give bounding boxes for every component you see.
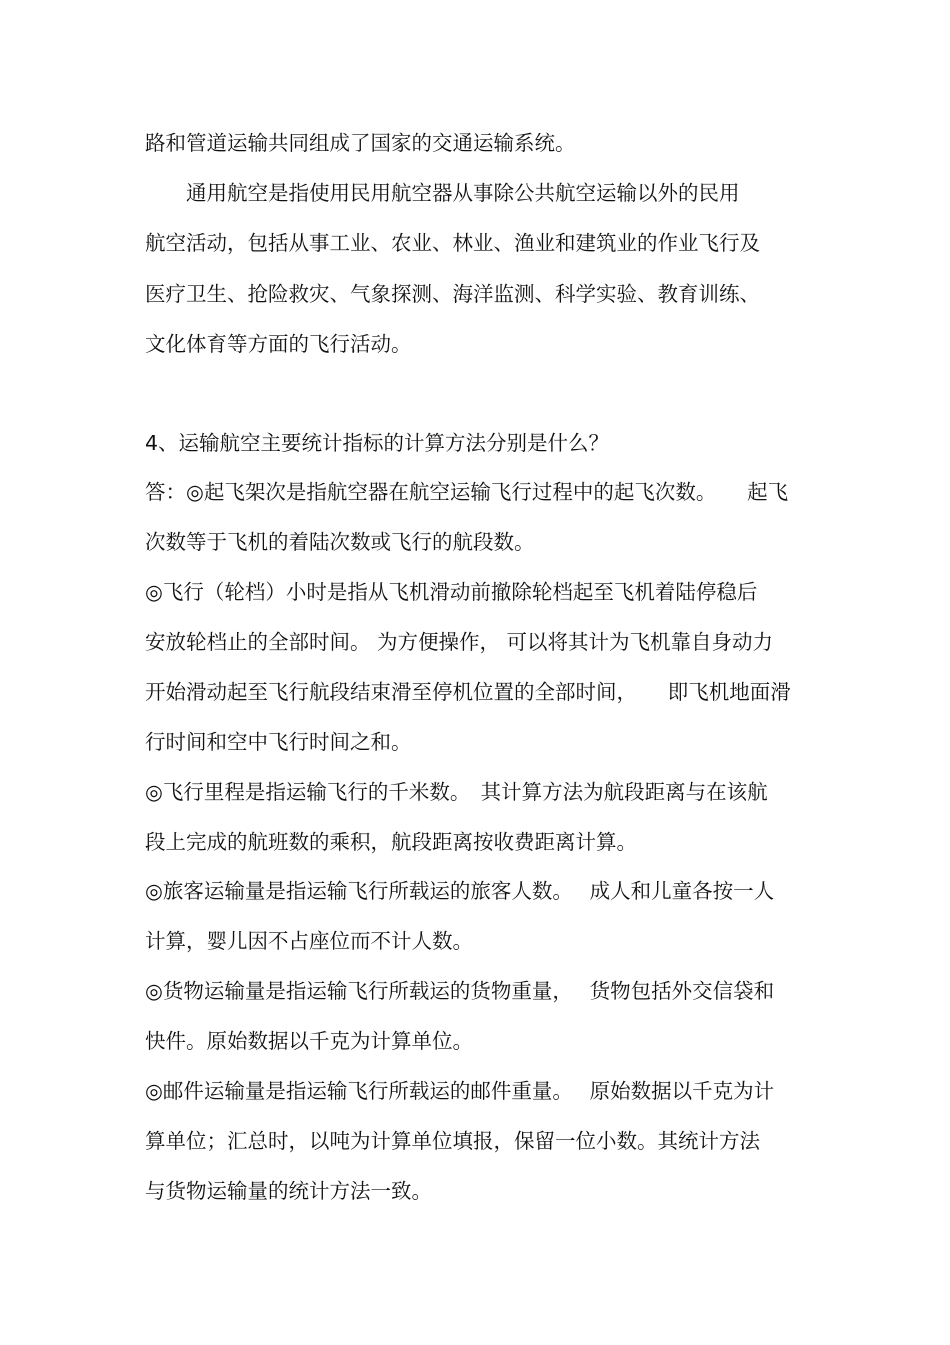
- question-heading: 4、运输航空主要统计指标的计算方法分别是什么？: [145, 431, 610, 455]
- body-text-line: ◎货物运输量是指运输飞行所载运的货物重量， 货物包括外交信袋和: [145, 979, 775, 1003]
- body-text-line: 文化体育等方面的飞行活动。: [145, 332, 412, 356]
- body-text-line: 通用航空是指使用民用航空器从事除公共航空运输以外的民用: [145, 181, 740, 205]
- body-text-line: 段上完成的航班数的乘积，航段距离按收费距离计算。: [145, 830, 637, 854]
- body-text-line: 安放轮档止的全部时间。 为方便操作， 可以将其计为飞机靠自身动力: [145, 630, 774, 654]
- body-text-line: 开始滑动起至飞行航段结束滑至停机位置的全部时间， 即飞机地面滑: [145, 680, 791, 704]
- body-text-line: 快件。原始数据以千克为计算单位。: [145, 1029, 473, 1053]
- body-text-line: 答：◎起飞架次是指航空器在航空运输飞行过程中的起飞次数。 起飞: [145, 480, 789, 504]
- body-text-line: ◎邮件运输量是指运输飞行所载运的邮件重量。 原始数据以千克为计: [145, 1079, 775, 1103]
- body-text-line: 与货物运输量的统计方法一致。: [145, 1179, 432, 1203]
- body-text-line: 算单位；汇总时，以吨为计算单位填报，保留一位小数。其统计方法: [145, 1129, 760, 1153]
- body-text-line: ◎飞行里程是指运输飞行的千米数。 其计算方法为航段距离与在该航: [145, 780, 768, 804]
- body-text-line: 路和管道运输共同组成了国家的交通运输系统。: [145, 131, 576, 155]
- body-text-line: ◎旅客运输量是指运输飞行所载运的旅客人数。 成人和儿童各按一人: [145, 879, 775, 903]
- body-text-line: 医疗卫生、抢险救灾、气象探测、海洋监测、科学实验、教育训练、: [145, 282, 760, 306]
- body-text-line: ◎飞行（轮档）小时是指从飞机滑动前撤除轮档起至飞机着陆停稳后: [145, 580, 758, 604]
- body-text-line: 计算，婴儿因不占座位而不计人数。: [145, 929, 473, 953]
- body-text-line: 行时间和空中飞行时间之和。: [145, 730, 412, 754]
- body-text-line: 航空活动，包括从事工业、农业、林业、渔业和建筑业的作业飞行及: [145, 231, 760, 255]
- body-text-line: 次数等于飞机的着陆次数或飞行的航段数。: [145, 530, 535, 554]
